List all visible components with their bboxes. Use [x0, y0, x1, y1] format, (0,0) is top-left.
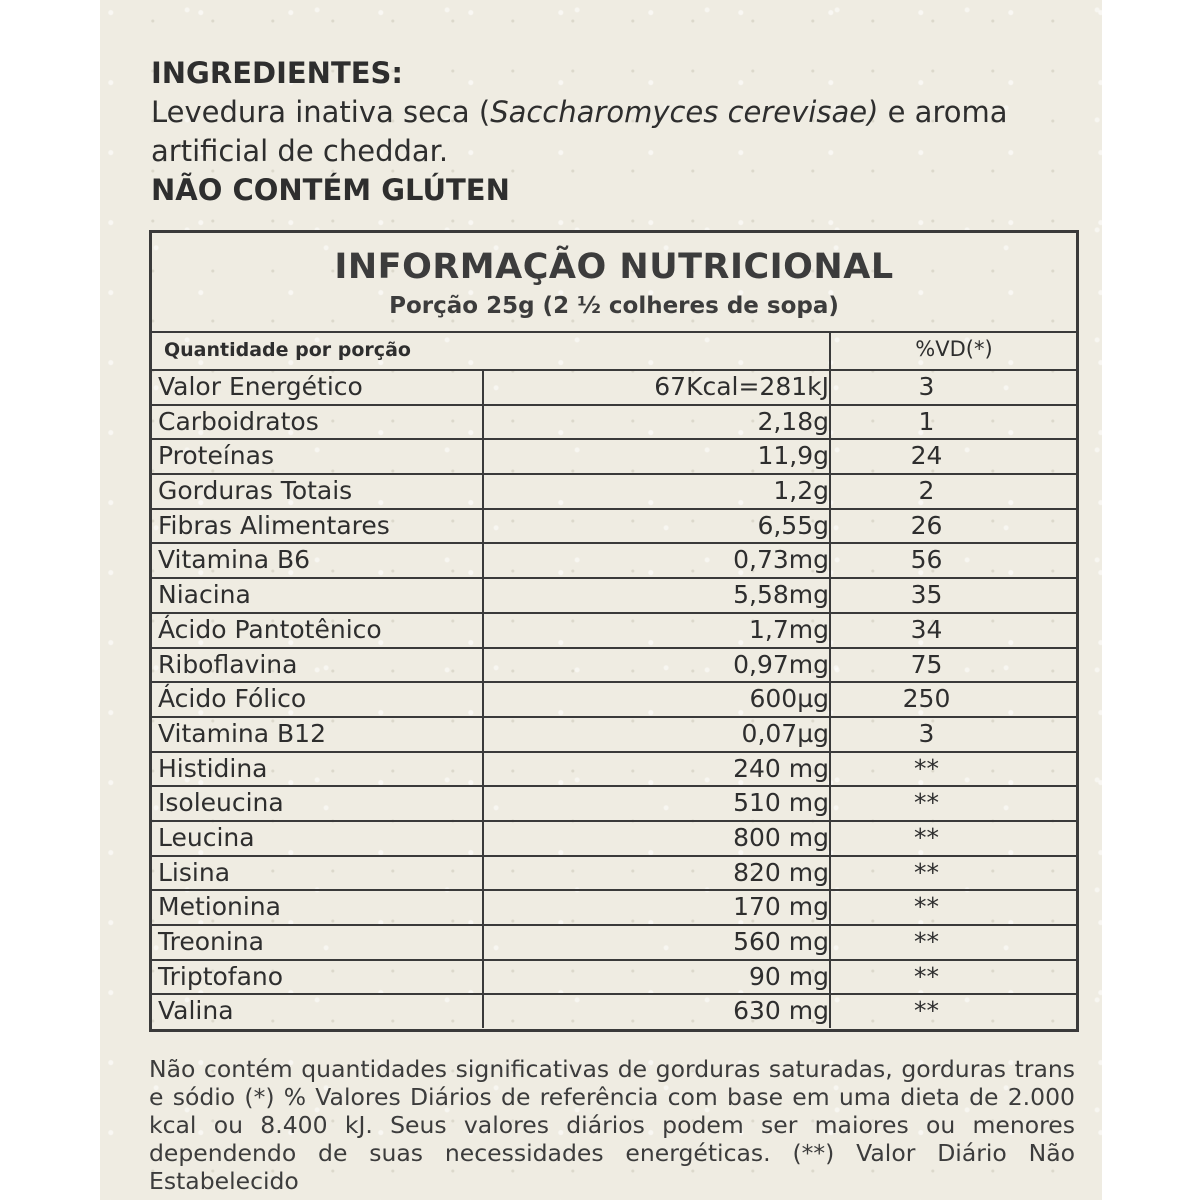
nutrient-amount — [482, 510, 829, 543]
nutrient-name: Fibras Alimentares — [158, 510, 390, 540]
nutrient-vd-value: 24 — [910, 441, 943, 471]
nutrient-amount — [482, 614, 829, 647]
nutrient-vd — [829, 718, 1078, 751]
nutrition-table — [149, 230, 1079, 1032]
nutrient-name: Lisina — [158, 857, 231, 887]
nutrient-vd-value: ** — [914, 927, 939, 956]
nutrient-name: Isoleucina — [158, 788, 284, 818]
nutrient-name: Carboidratos — [158, 406, 319, 436]
nutrient-amount-value: 90 mg — [749, 961, 829, 991]
nutrient-vd-value: 1 — [918, 406, 935, 436]
nutrient-amount-value: 170 mg — [733, 892, 829, 922]
table-row — [152, 510, 1076, 545]
nutrient-amount — [482, 787, 829, 820]
nutrient-amount — [482, 753, 829, 786]
nutrient-vd-value: 3 — [918, 372, 935, 401]
header-vd: %VD(*) — [915, 337, 993, 361]
nutrient-vd — [829, 544, 1078, 577]
nutrient-vd-value: ** — [914, 753, 939, 783]
nutrient-amount-value: 800 mg — [733, 822, 829, 852]
nutrient-amount — [482, 475, 829, 508]
nutrient-amount-value: 510 mg — [733, 788, 829, 818]
nutrient-amount — [482, 718, 829, 751]
nutrient-name: Valor Energético — [158, 372, 363, 401]
nutrient-amount — [482, 649, 829, 682]
nutrient-vd-value: 26 — [910, 510, 943, 540]
ingredients-section — [151, 54, 1051, 210]
nutrient-amount — [482, 371, 829, 404]
nutrient-amount-value: 5,58mg — [733, 580, 829, 610]
table-row — [152, 787, 1076, 822]
nutrient-name: Treonina — [158, 927, 264, 956]
nutrient-amount-value: 0,73mg — [733, 545, 829, 575]
ingredients-heading: INGREDIENTES: — [151, 56, 404, 90]
nutrient-vd — [829, 371, 1078, 404]
table-header-row — [152, 331, 1076, 371]
nutrient-name: Valina — [158, 996, 234, 1026]
nutrient-vd-value: ** — [914, 961, 939, 991]
table-row — [152, 857, 1076, 892]
nutrient-vd — [829, 926, 1078, 959]
nutrient-vd — [829, 822, 1078, 855]
nutrient-amount — [482, 440, 829, 473]
nutrient-amount-value: 67Kcal=281kJ — [654, 372, 829, 401]
table-row — [152, 891, 1076, 926]
nutrient-vd-value: ** — [914, 892, 939, 922]
nutrient-name: Ácido Pantotênico — [158, 614, 382, 644]
table-row — [152, 683, 1076, 718]
ingredients-yeast-species: Saccharomyces cerevisae) — [490, 95, 879, 129]
nutrient-vd — [829, 995, 1078, 1028]
nutrient-amount-value: 600µg — [749, 684, 829, 714]
table-row — [152, 822, 1076, 857]
table-row — [152, 475, 1076, 510]
header-quantity: Quantidade por porção — [164, 339, 411, 361]
nutrient-amount — [482, 579, 829, 612]
table-body — [152, 371, 1076, 1028]
ingredients-text-start: Levedura inativa seca ( — [151, 95, 491, 129]
nutrient-amount — [482, 406, 829, 439]
nutrient-name: Histidina — [158, 753, 268, 783]
nutrient-amount — [482, 995, 829, 1028]
nutrient-vd — [829, 753, 1078, 786]
nutrient-vd — [829, 857, 1078, 890]
nutrient-vd — [829, 406, 1078, 439]
table-row — [152, 649, 1076, 684]
table-row — [152, 926, 1076, 961]
nutrient-amount-value: 1,7mg — [749, 614, 829, 644]
nutrient-amount-value: 0,07µg — [741, 718, 829, 748]
ingredients-text — [151, 93, 1051, 171]
nutrient-vd — [829, 475, 1078, 508]
ingredients-text-end: e aroma artificial de cheddar. — [151, 95, 1008, 168]
table-row — [152, 579, 1076, 614]
nutrient-vd — [829, 440, 1078, 473]
nutrient-vd-value: 250 — [902, 684, 951, 714]
nutrient-amount — [482, 857, 829, 890]
table-row — [152, 995, 1076, 1028]
nutrient-name: Leucina — [158, 822, 255, 852]
nutrient-vd — [829, 961, 1078, 994]
table-row — [152, 406, 1076, 441]
nutrient-amount-value: 240 mg — [733, 753, 829, 783]
nutrient-name: Riboflavina — [158, 649, 298, 679]
table-row — [152, 544, 1076, 579]
nutrient-amount-value: 630 mg — [733, 996, 829, 1026]
nutrient-name: Vitamina B12 — [158, 718, 326, 748]
nutrient-amount — [482, 926, 829, 959]
nutrient-vd-value: ** — [914, 996, 939, 1026]
nutrient-vd — [829, 787, 1078, 820]
table-row — [152, 440, 1076, 475]
table-row — [152, 371, 1076, 406]
nutrient-vd-value: ** — [914, 788, 939, 818]
nutrient-name: Metionina — [158, 892, 281, 922]
nutrient-vd-value: ** — [914, 857, 939, 887]
nutrient-vd — [829, 579, 1078, 612]
nutrient-name: Triptofano — [158, 961, 284, 991]
gluten-statement: NÃO CONTÉM GLÚTEN — [151, 173, 510, 207]
nutrient-vd-value: 35 — [910, 580, 943, 610]
header-separator — [829, 333, 831, 369]
nutrient-amount-value: 0,97mg — [733, 649, 829, 679]
nutrient-amount — [482, 683, 829, 716]
nutrient-vd-value: ** — [914, 822, 939, 852]
nutrient-vd-value: 3 — [918, 718, 935, 748]
nutrient-vd-value: 2 — [918, 476, 935, 506]
table-row — [152, 753, 1076, 788]
nutrient-name: Niacina — [158, 580, 251, 610]
nutrient-vd — [829, 649, 1078, 682]
nutrient-amount-value: 11,9g — [757, 441, 829, 471]
nutrient-name: Proteínas — [158, 441, 274, 471]
nutrient-vd-value: 56 — [910, 545, 943, 575]
nutrient-vd-value: 75 — [910, 649, 943, 679]
nutrient-amount — [482, 544, 829, 577]
nutrient-amount-value: 820 mg — [733, 857, 829, 887]
footnote: Não contém quantidades significativas de gorduras saturadas, gorduras trans e sódio (*) % Valores Diários de referência com base em uma dieta de 2.000 kcal ou 8.400 kJ. Seus valores diários podem ser maiores ou menores dependendo de suas necessidades energéticas. (**) Valor Diário Não Estabelecido — [149, 1055, 1075, 1195]
nutrient-amount — [482, 891, 829, 924]
nutrient-name: Ácido Fólico — [158, 684, 307, 714]
nutrient-vd-value: 34 — [910, 614, 943, 644]
nutrient-name: Vitamina B6 — [158, 545, 311, 575]
table-row — [152, 614, 1076, 649]
nutrient-vd — [829, 614, 1078, 647]
nutrient-amount — [482, 961, 829, 994]
nutrient-amount-value: 6,55g — [757, 510, 829, 540]
nutrient-vd — [829, 891, 1078, 924]
nutrient-name: Gorduras Totais — [158, 476, 353, 506]
nutrient-amount-value: 1,2g — [773, 476, 829, 506]
table-row — [152, 961, 1076, 996]
nutrient-amount-value: 2,18g — [757, 406, 829, 436]
table-row — [152, 718, 1076, 753]
nutrient-amount-value: 560 mg — [733, 927, 829, 956]
nutrient-amount — [482, 822, 829, 855]
portion-info: Porção 25g (2 ½ colheres de sopa) — [389, 293, 839, 319]
nutrient-vd — [829, 510, 1078, 543]
table-title: INFORMAÇÃO NUTRICIONAL — [334, 247, 894, 287]
nutrition-grid — [152, 331, 1076, 1028]
nutrient-vd — [829, 683, 1078, 716]
